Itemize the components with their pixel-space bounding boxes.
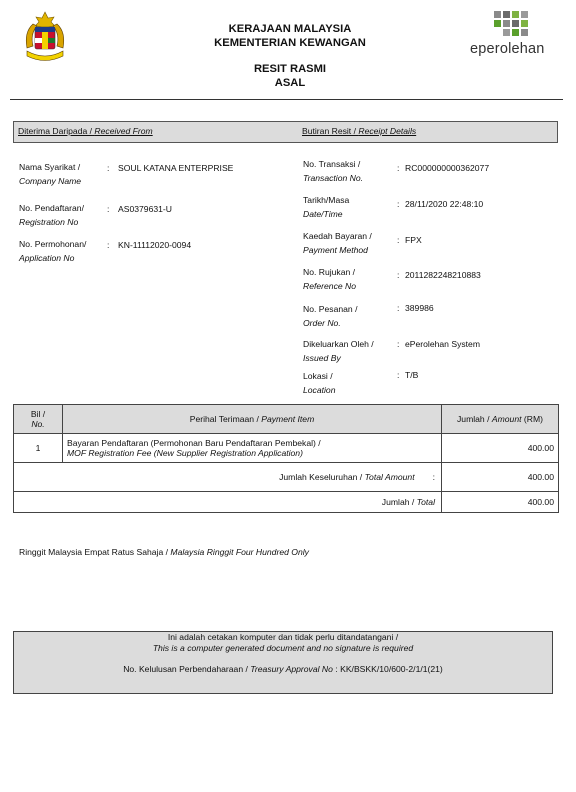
header-payment-item: Perihal Terimaan / Payment Item <box>63 405 442 434</box>
grand-total-label: Jumlah Keseluruhan / Total Amount : <box>14 463 442 492</box>
received-from-heading: Diterima Daripada / Received From <box>18 126 153 136</box>
logo-squares-icon <box>492 10 530 40</box>
payment-method-label: Kaedah Bayaran / Payment Method <box>303 231 372 255</box>
registration-no-label: No. Pendaftaran/ Registration No <box>19 203 84 227</box>
table-header-row <box>14 405 559 434</box>
location-value: T/B <box>405 370 419 380</box>
treasury-approval: No. Kelulusan Perbendaharaan / Treasury Approval No : KK/BSKK/10/600-2/1/1(21) <box>123 664 443 674</box>
header-line-government: KERAJAAN MALAYSIA <box>228 23 352 35</box>
payment-items-table <box>13 404 559 513</box>
reference-no-label: No. Rujukan / Reference No <box>303 267 357 291</box>
total-value: 400.00 <box>442 492 559 513</box>
transaction-no-colon: : <box>397 163 400 173</box>
order-no-value: 389986 <box>405 303 434 313</box>
date-time-colon: : <box>397 199 400 209</box>
footer-notice-en: This is a computer generated document and no signature is required <box>152 643 414 653</box>
issued-by-label: Dikeluarkan Oleh / Issued By <box>303 339 374 363</box>
payment-method-colon: : <box>397 235 400 245</box>
total-label: Jumlah / Total <box>14 492 442 513</box>
location-colon: : <box>397 370 400 380</box>
date-time-value: 28/11/2020 22:48:10 <box>405 199 484 209</box>
receipt-title: RESIT RASMI <box>253 63 327 75</box>
location-label: Lokasi / Location <box>303 371 336 395</box>
table-row <box>14 434 559 463</box>
malaysia-coat-of-arms <box>18 10 72 62</box>
header-divider <box>10 99 563 100</box>
footer-notice-ms: Ini adalah cetakan komputer dan tidak perlu ditandatangani / <box>167 632 399 642</box>
company-name-value: SOUL KATANA ENTERPRISE <box>118 163 234 173</box>
header-amount: Jumlah / Amount (RM) <box>442 405 559 434</box>
order-no-label: No. Pesanan / Order No. <box>303 304 358 328</box>
registration-no-colon: : <box>107 204 110 214</box>
application-no-label: No. Permohonan/ Application No <box>19 239 87 263</box>
row-description: Bayaran Pendaftaran (Permohonan Baru Pendaftaran Pembekal) / MOF Registration Fee (New Supplier Registration Application) <box>63 434 442 463</box>
grand-total-value: 400.00 <box>442 463 559 492</box>
date-time-label: Tarikh/Masa Date/Time <box>303 195 350 219</box>
issued-by-colon: : <box>397 339 400 349</box>
eperolehan-logo <box>470 10 560 60</box>
application-no-value: KN-11112020-0094 <box>118 240 192 250</box>
receipt-subtitle: ASAL <box>274 77 306 89</box>
reference-no-colon: : <box>397 270 400 280</box>
transaction-no-label: No. Transaksi / Transaction No. <box>303 159 364 183</box>
company-name-colon: : <box>107 163 110 173</box>
header-line-ministry: KEMENTERIAN KEWANGAN <box>214 37 366 49</box>
amount-in-words: Ringgit Malaysia Empat Ratus Sahaja / Malaysia Ringgit Four Hundred Only <box>19 547 309 557</box>
receipt-details-heading: Butiran Resit / Receipt Details <box>302 126 417 136</box>
row-amount: 400.00 <box>442 434 559 463</box>
transaction-no-value: RC000000000362077 <box>405 163 490 173</box>
order-no-colon: : <box>397 303 400 313</box>
application-no-colon: : <box>107 240 110 250</box>
company-name-label: Nama Syarikat / Company Name <box>19 162 82 186</box>
issued-by-value: ePerolehan System <box>405 339 480 349</box>
grand-total-row <box>14 463 559 492</box>
row-no: 1 <box>14 434 63 463</box>
payment-method-value: FPX <box>405 235 422 245</box>
reference-no-value: 2011282248210883 <box>405 270 481 280</box>
total-row <box>14 492 559 513</box>
logo-text: eperolehan <box>470 41 545 57</box>
header-no: Bil / No. <box>14 405 63 434</box>
registration-no-value: AS0379631-U <box>118 204 172 214</box>
